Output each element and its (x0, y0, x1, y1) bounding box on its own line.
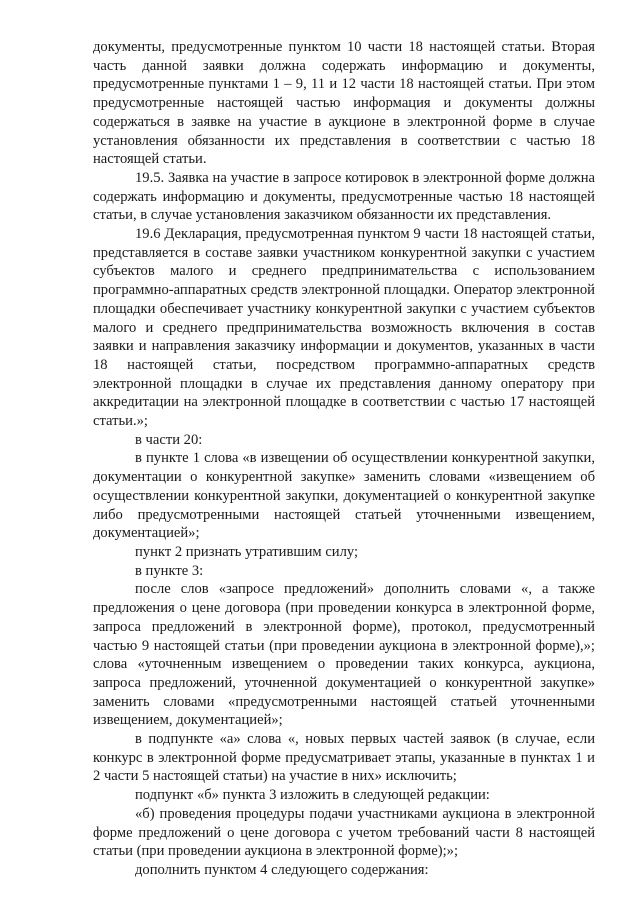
paragraph-point-3: в пункте 3: (135, 562, 204, 579)
paragraph-add-point-4: дополнить пунктом 4 следующего содержания: (135, 861, 429, 878)
paragraph-point-2: пункт 2 признать утратившим силу; (135, 543, 359, 560)
paragraph-after-words: после слов «запросе предложений» дополнить словами «, а также предложения о цене договора (при проведении конкурса в электронной форме, запроса предложений в электронной форме), протокол, предусмотренный частью 9 настоящей статьи (при проведении аукциона в электронной форме),»; слова «уточненным извещением о проведении таких конкурса, аукциона, запроса предложений, уточненной документацией о конкурентной закупке» заменить словами «предусмотренными настоящей статьей уточненными извещением, документацией»; (93, 581, 595, 729)
paragraph-19-6: 19.6 Декларация, предусмотренная пунктом 9 части 18 настоящей статьи, представляется в составе заявки участником конкурентной закупки с участием субъектов малого и среднего предпринимательства с использованием программно-аппаратных средств электронной площадки. Оператор электронной площадки обеспечивает участнику конкурентной закупки с участием субъектов малого и среднего предпринимательства возможность включения в состав заявки и направления заказчику информации и документов, указанных в части 18 настоящей статьи, посредством программно-аппаратных средств электронной площадки в случае их представления данному оператору при аккредитации на электронной площадке в соответствии с частью 17 настоящей статьи.»; (93, 226, 595, 430)
paragraph-point-1: в пункте 1 слова «в извещении об осуществлении конкурентной закупки, документации о конкурентной закупке» заменить словами «извещением об осуществлении конкурентной закупки, документацией о конкурентной закупке либо предусмотренными настоящей статьей уточненными извещением, документацией»; (93, 450, 595, 542)
paragraph-subpoint-b-heading: подпункт «б» пункта 3 изложить в следующей редакции: (135, 787, 490, 804)
paragraph-subpoint-a: в подпункте «а» слова «, новых первых частей заявок (в случае, если конкурс в электронной форме предусматривает этапы, указанные в пунктах 1 и 2 части 5 настоящей статьи) на участие в них» исключить; (93, 731, 595, 785)
paragraph-1: документы, предусмотренные пунктом 10 части 18 настоящей статьи. Вторая часть данной заявки должна содержать информацию и документы, предусмотренные пунктами 1 – 9, 11 и 12 части 18 настоящей статьи. При этом предусмотренные настоящей частью информация и документы должны содержаться в заявке на участие в аукционе в электронной форме в случае установления обязанности их представления в соответствии с частью 18 настоящей статьи. (93, 39, 595, 168)
paragraph-subpoint-b-text: «б) проведения процедуры подачи участниками аукциона в электронной форме предложений о цене договора с учетом требований части 8 настоящей статьи (при проведении аукциона в электронной форме);»; (93, 805, 595, 860)
paragraph-19-5: 19.5. Заявка на участие в запросе котировок в электронной форме должна содержать информацию и документы, предусмотренные частью 18 настоящей статьи, в случае установления заказчиком обязанности их представления. (93, 169, 595, 224)
paragraph-part-20: в части 20: (135, 431, 203, 448)
